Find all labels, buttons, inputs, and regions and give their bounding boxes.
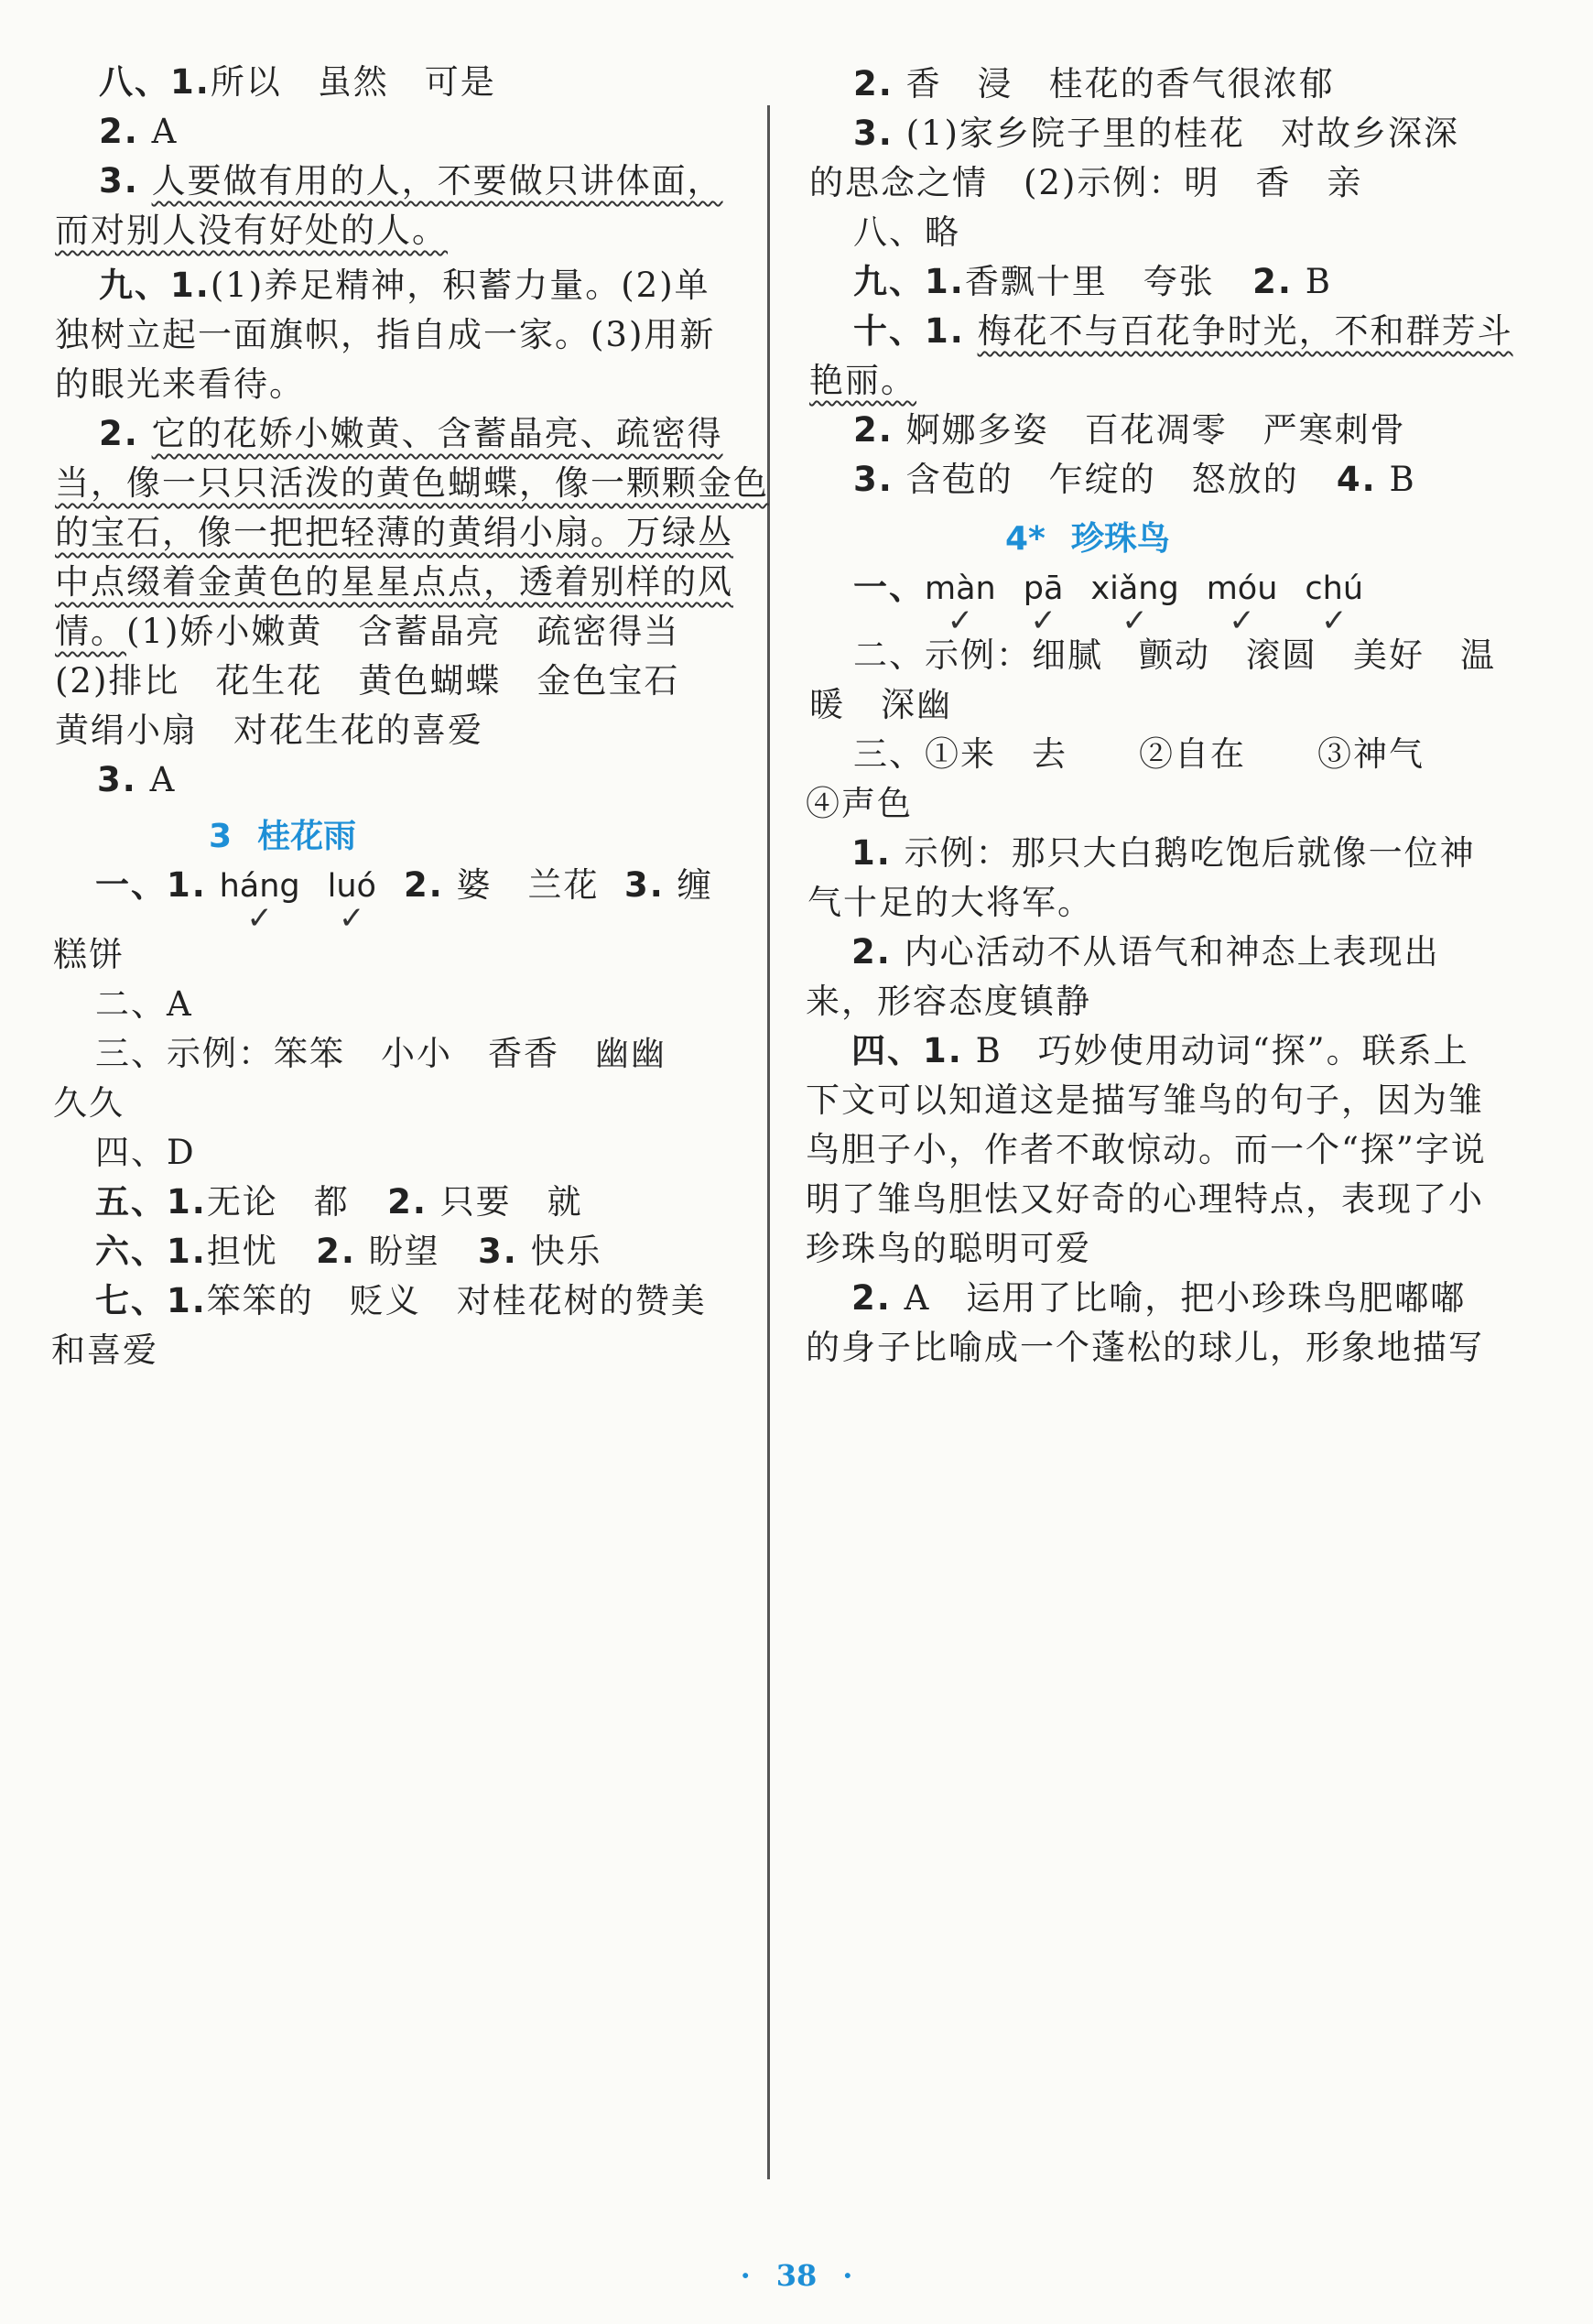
check-mark-icon: ✓ (1229, 603, 1255, 639)
answer-line: 黄绢小扇 对花生花的喜爱 (55, 711, 483, 750)
answer-line: 2. 内心活动不从语气和神态上表现出 (851, 932, 1440, 972)
answer-line: 的宝石，像一把把轻薄的黄绢小扇。万绿丛 (55, 513, 733, 552)
answer-line: 三、①来 去 ②自在 ③神气 (853, 734, 1425, 774)
answer-line: 鸟胆子小，作者不敢惊动。而一个“探”字说 (806, 1130, 1487, 1169)
answer-line: 的思念之情 (2)示例：明 香 亲 (809, 163, 1363, 202)
answer-line: 3. A (97, 760, 177, 799)
answer-line: 八、略 (853, 212, 960, 252)
answer-line: 七、1.笨笨的 贬义 对桂花树的赞美 (95, 1281, 707, 1320)
answer-line: ④声色 (806, 784, 913, 823)
answer-line: 独树立起一面旗帜，指自成一家。(3)用新 (55, 315, 716, 354)
answer-line: 而对别人没有好处的人。 (55, 211, 448, 250)
answer-line: 一、màn ✓ pā ✓ xiǎng ✓ móu ✓ chú ✓ (853, 568, 1364, 639)
check-mark-icon: ✓ (1320, 603, 1348, 639)
answer-line: 明了雏鸟胆怯又好奇的心理特点，表现了小 (806, 1179, 1484, 1219)
answer-line: 2. 香 浸 桂花的香气很浓郁 (853, 64, 1335, 103)
column-divider (767, 105, 770, 2179)
pinyin-item: màn ✓ (925, 570, 996, 639)
answer-line: 2. A (99, 112, 179, 151)
answer-line: 2. 婀娜多姿 百花凋零 严寒刺骨 (853, 410, 1406, 450)
answer-line: (2)排比 花生花 黄色蝴蝶 金色宝石 (55, 661, 680, 700)
answer-line: 久久 (53, 1083, 125, 1123)
pinyin-item: xiǎng ✓ (1090, 570, 1179, 639)
answer-line: 十、1. 梅花不与百花争时光，不和群芳斗 (853, 311, 1513, 351)
check-mark-icon: ✓ (1030, 603, 1057, 639)
pinyin-item: chú ✓ (1305, 570, 1364, 639)
answer-line: 九、1.(1)养足精神，积蓄力量。(2)单 (99, 266, 710, 305)
answer-line: 的身子比喻成一个蓬松的球儿，形象地描写 (806, 1328, 1484, 1367)
pinyin-item: háng ✓ (219, 868, 300, 937)
answer-line: 3. 含苞的 乍绽的 怒放的 4. B (853, 460, 1416, 499)
pinyin-item: luó ✓ (327, 868, 376, 937)
answer-line: 情。(1)娇小嫩黄 含蓄晶亮 疏密得当 (55, 612, 680, 651)
answer-line: 的眼光来看待。 (55, 364, 305, 404)
answer-line: 珍珠鸟的聪明可爱 (806, 1229, 1091, 1268)
answer-line: 艳丽。 (809, 361, 916, 400)
check-mark-icon: ✓ (339, 900, 365, 937)
answer-line: 气十足的大将军。 (807, 883, 1093, 922)
answer-line: 六、1.担忧 2. 盼望 3. 快乐 (95, 1232, 602, 1271)
answer-line: 糕饼 (53, 935, 125, 974)
answer-line: 五、1.无论 都 2. 只要 就 (95, 1182, 583, 1222)
answer-line: 三、示例：笨笨 小小 香香 幽幽 (95, 1034, 666, 1073)
answer-line: 中点缀着金黄色的星星点点，透着别样的风 (55, 562, 733, 602)
answer-line: 四、1. B 巧妙使用动词“探”。联系上 (851, 1031, 1469, 1070)
answer-line: 当，像一只只活泼的黄色蝴蝶，像一颗颗金色 (55, 463, 769, 503)
answer-line: 和喜爱 (51, 1330, 158, 1370)
answer-line: 暖 深幽 (809, 685, 952, 724)
answer-line: 来，形容态度镇静 (806, 982, 1091, 1021)
answer-line: 2. A 运用了比喻，把小珍珠鸟肥嘟嘟 (851, 1278, 1467, 1318)
answer-line: 一、1. háng ✓ luó ✓ 2. 婆 兰花 3. 缠 (95, 865, 713, 937)
answer-line: 3. 人要做有用的人，不要做只讲体面， (99, 161, 723, 201)
answer-line: 1. 示例：那只大白鹅吃饱后就像一位神 (851, 833, 1476, 873)
pinyin-item: móu ✓ (1206, 570, 1278, 639)
lesson-title: 4* 珍珠鸟 (1005, 520, 1170, 558)
answer-line: 四、D (95, 1133, 196, 1172)
answer-line: 九、1.香飘十里 夸张 2. B (853, 262, 1332, 301)
check-mark-icon: ✓ (246, 900, 273, 937)
page-number: · 38 · (740, 2258, 853, 2293)
answer-line: 3. (1)家乡院子里的桂花 对故乡深深 (853, 114, 1459, 153)
answer-line: 2. 它的花娇小嫩黄、含蓄晶亮、疏密得 (99, 414, 723, 453)
check-mark-icon: ✓ (1122, 603, 1148, 639)
check-mark-icon: ✓ (947, 603, 974, 639)
lesson-title: 3 桂花雨 (209, 818, 357, 855)
answer-line: 下文可以知道这是描写雏鸟的句子，因为雏 (806, 1081, 1484, 1120)
answer-line: 二、A (95, 984, 193, 1024)
answer-line: 八、1.所以 虽然 可是 (99, 62, 496, 102)
answer-line: 二、示例：细腻 颤动 滚圆 美好 温 (853, 635, 1496, 675)
pinyin-item: pā ✓ (1023, 570, 1064, 639)
